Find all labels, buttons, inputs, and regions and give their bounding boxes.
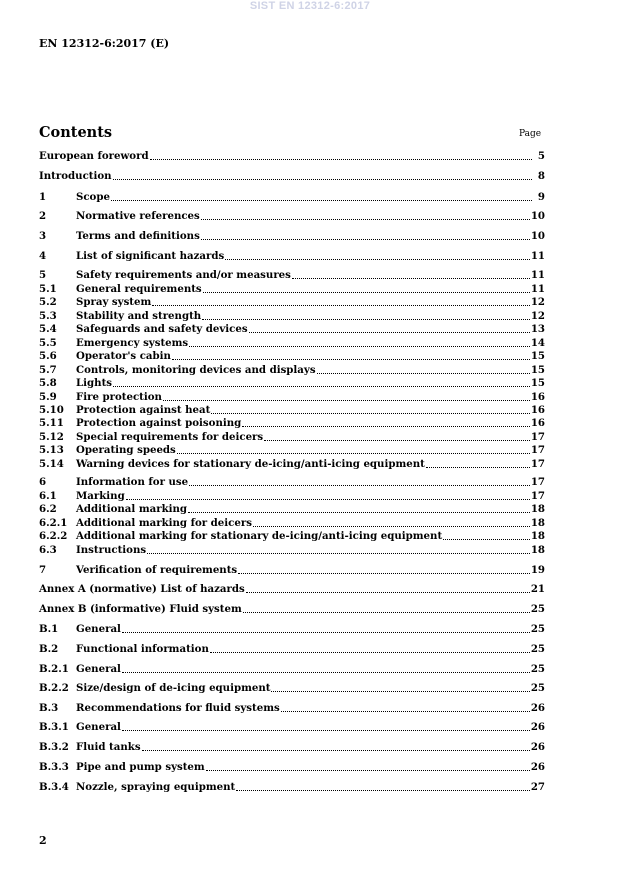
toc-entry-title: Stability and strength xyxy=(76,310,202,322)
toc-dot-leader xyxy=(177,444,530,454)
toc-entry-title: Introduction xyxy=(39,170,112,182)
toc-entry-title: Scope xyxy=(76,191,110,203)
toc-entry-page: 15 xyxy=(530,364,545,376)
toc-entry[interactable] xyxy=(39,210,545,223)
toc-entry-page: 18 xyxy=(530,517,545,529)
toc-entry-number: 3 xyxy=(39,230,47,242)
toc-dot-leader xyxy=(163,391,530,401)
toc-entry-number: 5.7 xyxy=(39,364,57,376)
toc-entry-title: General xyxy=(76,623,121,635)
toc-entry-page: 25 xyxy=(530,603,545,615)
toc-entry-page: 11 xyxy=(530,283,545,295)
toc-dot-leader xyxy=(281,702,530,712)
toc-dot-leader xyxy=(172,350,530,360)
toc-entry[interactable] xyxy=(39,296,545,309)
toc-entry[interactable] xyxy=(39,490,545,503)
toc-entry-number: 5.1 xyxy=(39,283,57,295)
toc-entry-title: Warning devices for stationary de-icing/anti-icing equipment xyxy=(76,458,425,470)
toc-entry-title: Fluid tanks xyxy=(76,741,141,753)
toc-dot-leader xyxy=(203,283,530,293)
toc-entry[interactable] xyxy=(39,391,545,404)
toc-entry[interactable] xyxy=(39,781,545,794)
toc-entry-title: Emergency systems xyxy=(76,337,189,349)
toc-entry[interactable] xyxy=(39,230,545,243)
toc-dot-leader xyxy=(426,458,530,468)
toc-entry-number: B.2 xyxy=(39,643,59,655)
toc-dot-leader xyxy=(188,503,530,513)
toc-entry-number: B.2.2 xyxy=(39,682,69,694)
toc-entry-page: 27 xyxy=(530,781,545,793)
toc-entry-title: Normative references xyxy=(76,210,200,222)
toc-dot-leader xyxy=(142,741,530,751)
toc-entry-number: 5 xyxy=(39,269,47,281)
toc-entry-page: 17 xyxy=(530,431,545,443)
toc-entry-title: List of significant hazards xyxy=(76,250,225,262)
toc-entry-number: 5.14 xyxy=(39,458,64,470)
toc-dot-leader xyxy=(189,337,530,347)
toc-entry-page: 10 xyxy=(530,230,545,242)
toc-dot-leader xyxy=(243,603,530,613)
toc-dot-leader xyxy=(201,210,530,220)
toc-dot-leader xyxy=(242,417,530,427)
toc-dot-leader xyxy=(211,404,529,414)
toc-entry-page: 14 xyxy=(530,337,545,349)
toc-dot-leader xyxy=(236,781,530,791)
toc-entry-page: 16 xyxy=(530,404,545,416)
toc-entry-number: B.3.3 xyxy=(39,761,69,773)
toc-dot-leader xyxy=(317,364,530,374)
watermark: SIST EN 12312-6:2017 xyxy=(249,0,371,12)
toc-entry-page: 17 xyxy=(530,444,545,456)
toc-entry-title: Fire protection xyxy=(76,391,162,403)
toc-entry-page: 13 xyxy=(530,323,545,335)
toc-entry-page: 26 xyxy=(530,741,545,753)
toc-entry-number: 2 xyxy=(39,210,47,222)
toc-entry-page: 17 xyxy=(530,458,545,470)
toc-dot-leader xyxy=(189,476,530,486)
toc-dot-leader xyxy=(122,623,530,633)
toc-entry[interactable] xyxy=(39,583,545,596)
toc-dot-leader xyxy=(122,721,530,731)
toc-entry-page: 17 xyxy=(530,490,545,502)
toc-entry-number: 4 xyxy=(39,250,47,262)
toc-entry-title: General requirements xyxy=(76,283,202,295)
toc-entry[interactable] xyxy=(39,150,545,163)
toc-entry-number: B.3.4 xyxy=(39,781,69,793)
toc-entry-page: 25 xyxy=(530,663,545,675)
toc-entry[interactable] xyxy=(39,350,545,363)
toc-entry-number: B.3 xyxy=(39,702,59,714)
toc-entry[interactable] xyxy=(39,623,545,636)
toc-entry-page: 19 xyxy=(530,564,545,576)
toc-entry-title: General xyxy=(76,721,121,733)
toc-entry[interactable] xyxy=(39,643,545,656)
toc-entry-title: Spray system xyxy=(76,296,152,308)
toc-dot-leader xyxy=(113,377,530,387)
toc-dot-leader xyxy=(238,564,530,574)
toc-entry-page: 25 xyxy=(530,623,545,635)
toc-entry[interactable] xyxy=(39,417,545,430)
toc-entry[interactable] xyxy=(39,170,545,183)
toc-entry[interactable] xyxy=(39,517,545,530)
toc-entry-title: Size/design of de-icing equipment xyxy=(76,682,271,694)
toc-entry-number: 5.6 xyxy=(39,350,57,362)
toc-entry-number: 5.2 xyxy=(39,296,57,308)
toc-dot-leader xyxy=(443,530,530,540)
toc-entry-number: B.2.1 xyxy=(39,663,69,675)
toc-entry[interactable] xyxy=(39,404,545,417)
toc-entry[interactable] xyxy=(39,503,545,516)
toc-entry-number: B.1 xyxy=(39,623,59,635)
toc-dot-leader xyxy=(111,191,532,201)
toc-entry[interactable] xyxy=(39,364,545,377)
toc-dot-leader xyxy=(225,250,530,260)
toc-entry-title: Controls, monitoring devices and displays xyxy=(76,364,316,376)
toc-entry-title: Additional marking for stationary de-icing/anti-icing equipment xyxy=(76,530,443,542)
toc-entry[interactable] xyxy=(39,741,545,754)
toc-entry[interactable] xyxy=(39,721,545,734)
toc-entry-number: 5.10 xyxy=(39,404,64,416)
toc-entry-number: 6.3 xyxy=(39,544,57,556)
toc-entry[interactable] xyxy=(39,283,545,296)
toc-dot-leader xyxy=(249,323,530,333)
toc-dot-leader xyxy=(292,269,530,279)
toc-entry[interactable] xyxy=(39,191,545,204)
toc-entry-number: 5.13 xyxy=(39,444,64,456)
toc-entry[interactable] xyxy=(39,377,545,390)
toc-entry-number: 5.8 xyxy=(39,377,57,389)
toc-entry-title: European foreword xyxy=(39,150,149,162)
toc-entry-page: 10 xyxy=(530,210,545,222)
toc-entry-title: Terms and definitions xyxy=(76,230,200,242)
toc-entry[interactable] xyxy=(39,530,545,543)
toc-entry-page: 15 xyxy=(530,377,545,389)
toc-entry-number: 6.2.2 xyxy=(39,530,68,542)
toc-entry-page: 26 xyxy=(530,761,545,773)
toc-dot-leader xyxy=(271,682,529,692)
toc-dot-leader xyxy=(113,170,532,180)
toc-entry-title: General xyxy=(76,663,121,675)
toc-entry-number: 6 xyxy=(39,476,47,488)
toc-entry-number: 6.2.1 xyxy=(39,517,68,529)
toc-entry-number: 5.11 xyxy=(39,417,64,429)
toc-entry-title: Protection against poisoning xyxy=(76,417,242,429)
toc-entry-page: 11 xyxy=(530,250,545,262)
toc-dot-leader xyxy=(126,490,530,500)
contents-heading: Contents xyxy=(39,124,113,141)
toc-entry[interactable] xyxy=(39,444,545,457)
toc-dot-leader xyxy=(122,663,530,673)
toc-entry-page: 26 xyxy=(530,702,545,714)
toc-entry[interactable] xyxy=(39,663,545,676)
toc-entry-page: 18 xyxy=(530,503,545,515)
toc-entry-number: 5.9 xyxy=(39,391,57,403)
toc-entry-page: 8 xyxy=(537,170,545,182)
toc-entry-page: 16 xyxy=(530,417,545,429)
toc-dot-leader xyxy=(264,431,530,441)
toc-entry-title: Nozzle, spraying equipment xyxy=(76,781,236,793)
toc-entry[interactable] xyxy=(39,603,545,616)
toc-entry[interactable] xyxy=(39,544,545,557)
toc-entry-page: 9 xyxy=(537,191,545,203)
page-column-label: Page xyxy=(519,129,542,139)
toc-entry-title: Verification of requirements xyxy=(76,564,238,576)
toc-entry-page: 21 xyxy=(530,583,545,595)
toc-entry-page: 25 xyxy=(530,682,545,694)
toc-entry[interactable] xyxy=(39,431,545,444)
toc-entry-number: 5.3 xyxy=(39,310,57,322)
toc-entry[interactable] xyxy=(39,682,545,695)
toc-entry[interactable] xyxy=(39,337,545,350)
toc-entry-title: Marking xyxy=(76,490,125,502)
toc-entry[interactable] xyxy=(39,250,545,263)
toc-entry-title: Additional marking for deicers xyxy=(76,517,252,529)
toc-entry-title: Lights xyxy=(76,377,113,389)
toc-entry[interactable] xyxy=(39,310,545,323)
toc-entry-title: Annex B (informative) Fluid system xyxy=(39,603,242,615)
toc-dot-leader xyxy=(152,296,530,306)
toc-entry-page: 16 xyxy=(530,391,545,403)
toc-entry-number: 5.12 xyxy=(39,431,64,443)
toc-entry-page: 15 xyxy=(530,350,545,362)
toc-entry[interactable] xyxy=(39,458,545,471)
toc-dot-leader xyxy=(210,643,530,653)
toc-entry[interactable] xyxy=(39,761,545,774)
toc-dot-leader xyxy=(150,150,532,160)
toc-entry-page: 17 xyxy=(530,476,545,488)
page-number: 2 xyxy=(39,834,47,847)
toc-entry-title: Information for use xyxy=(76,476,189,488)
toc-entry-title: Special requirements for deicers xyxy=(76,431,264,443)
toc-entry[interactable] xyxy=(39,269,545,282)
toc-entry-page: 12 xyxy=(530,296,545,308)
toc-entry-title: Functional information xyxy=(76,643,209,655)
toc-entry-number: 6.2 xyxy=(39,503,57,515)
toc-entry-title: Pipe and pump system xyxy=(76,761,205,773)
toc-entry[interactable] xyxy=(39,564,545,577)
toc-entry-title: Safeguards and safety devices xyxy=(76,323,248,335)
toc-entry-page: 11 xyxy=(530,269,545,281)
toc-dot-leader xyxy=(246,583,530,593)
toc-entry-title: Annex A (normative) List of hazards xyxy=(39,583,245,595)
toc-entry-page: 26 xyxy=(530,721,545,733)
toc-entry-page: 18 xyxy=(530,530,545,542)
toc-entry-title: Operator's cabin xyxy=(76,350,171,362)
toc-dot-leader xyxy=(201,230,530,240)
toc-entry-title: Safety requirements and/or measures xyxy=(76,269,291,281)
document-id: EN 12312-6:2017 (E) xyxy=(39,37,170,50)
toc-dot-leader xyxy=(202,310,530,320)
toc-entry-title: Additional marking xyxy=(76,503,188,515)
toc-dot-leader xyxy=(206,761,530,771)
toc-entry-page: 5 xyxy=(537,150,545,162)
toc-entry-number: 5.5 xyxy=(39,337,57,349)
toc-entry-number: 7 xyxy=(39,564,47,576)
toc-entry-page: 25 xyxy=(530,643,545,655)
toc-entry-page: 18 xyxy=(530,544,545,556)
toc-entry-number: 5.4 xyxy=(39,323,57,335)
toc-entry-number: 1 xyxy=(39,191,47,203)
toc-entry[interactable] xyxy=(39,476,545,489)
toc-entry-title: Protection against heat xyxy=(76,404,211,416)
toc-entry-title: Instructions xyxy=(76,544,147,556)
toc-entry-number: B.3.2 xyxy=(39,741,69,753)
toc-dot-leader xyxy=(253,517,530,527)
toc-entry-page: 12 xyxy=(530,310,545,322)
toc-entry[interactable] xyxy=(39,323,545,336)
toc-dot-leader xyxy=(147,544,530,554)
toc-entry-title: Recommendations for fluid systems xyxy=(76,702,280,714)
toc-entry-title: Operating speeds xyxy=(76,444,176,456)
toc-entry-number: B.3.1 xyxy=(39,721,69,733)
toc-entry-number: 6.1 xyxy=(39,490,57,502)
toc-entry[interactable] xyxy=(39,702,545,715)
